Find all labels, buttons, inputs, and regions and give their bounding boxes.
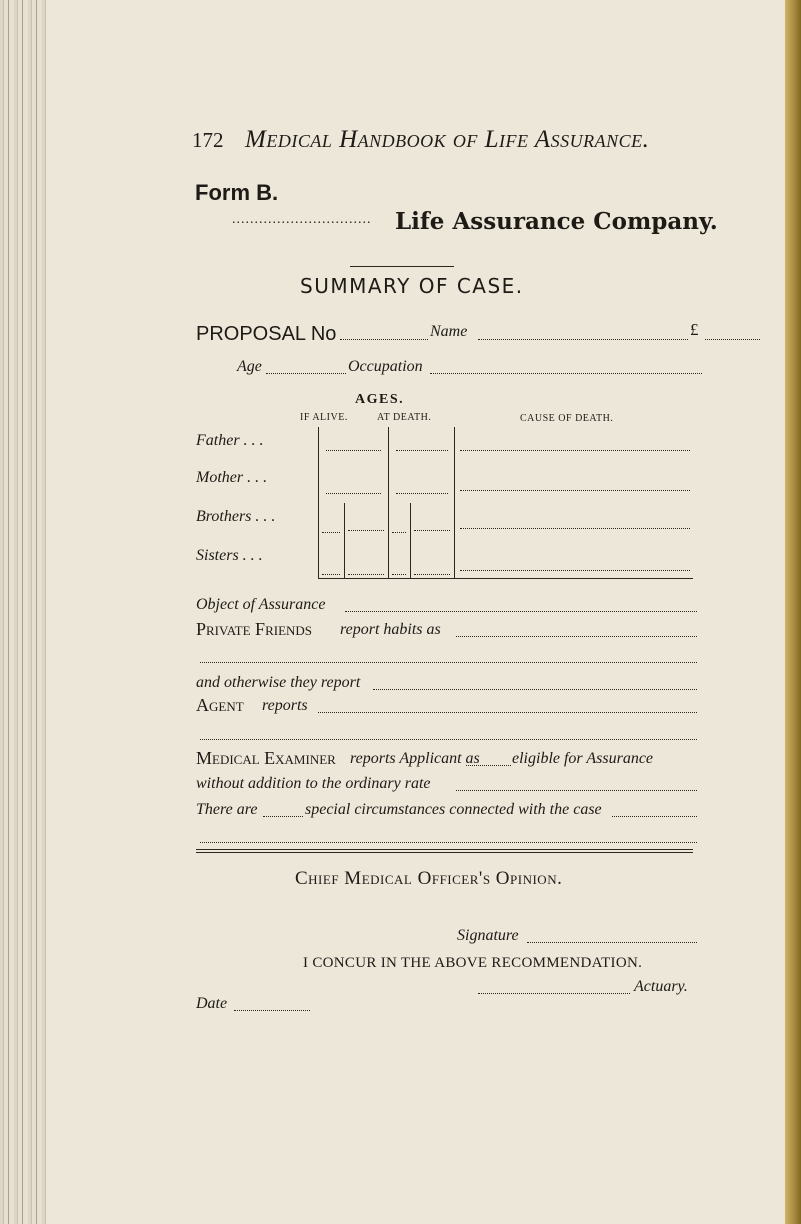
occupation-field[interactable] [430,373,702,374]
private-friends-label: Private Friends [196,619,313,639]
age-label: Age [237,358,262,375]
actuary-label: Actuary. [634,978,688,995]
table-line-1 [318,427,319,579]
habits-field[interactable] [456,636,697,637]
pound-sign: £ [690,320,699,339]
actuary-field[interactable] [478,993,630,994]
family-row-label: Sisters . . . [196,547,263,564]
sisters-death-field[interactable] [392,574,406,575]
age-field[interactable] [266,373,346,374]
name-field[interactable] [478,339,688,340]
mother-cause-field[interactable] [460,490,690,491]
running-title: Medical Handbook of Life Assurance. [245,126,650,153]
report-habits-label: report habits as [340,621,441,638]
father-cause-field[interactable] [460,450,690,451]
brothers-alive-field[interactable] [322,532,340,533]
agent-field[interactable] [318,712,697,713]
object-label: Object of Assurance [196,596,326,613]
page-edge [785,0,801,1224]
concur-text: I CONCUR IN THE ABOVE RECOMMENDATION. [303,955,643,971]
signature-label: Signature [457,927,519,944]
without-addition-field[interactable] [456,790,697,791]
date-label: Date [196,995,228,1012]
sisters-death-field[interactable] [414,574,450,575]
special-circumstances-field[interactable] [612,816,697,817]
sisters-cause-field[interactable] [460,570,690,571]
without-addition-label: without addition to the ordinary rate [196,775,431,792]
father-death-field[interactable] [396,450,448,451]
at-death-heading: AT DEATH. [377,412,432,423]
page-number: 172 [192,128,224,152]
table-line-5 [410,503,411,579]
family-row-label: Brothers . . . [196,508,276,525]
title-rule [350,266,454,267]
date-field[interactable] [234,1010,310,1011]
amount-field[interactable] [705,339,760,340]
special-circumstances-label: special circumstances connected with the case [305,801,602,818]
form-label: Form B. [195,180,279,205]
summary-title: SUMMARY OF CASE. [300,274,524,298]
family-row-label: Father . . . [196,432,264,449]
table-line-4 [344,503,345,579]
brothers-cause-field[interactable] [460,528,690,529]
special-continuation-field[interactable] [200,842,697,843]
brothers-death-field[interactable] [414,530,450,531]
company-name-dots: ............................... [232,212,372,227]
object-field[interactable] [345,611,697,612]
sisters-alive-field[interactable] [348,574,384,575]
occupation-label: Occupation [348,358,423,375]
signature-field[interactable] [527,942,697,943]
family-row-label: Mother . . . [196,469,268,486]
eligible-label: eligible for Assurance [512,750,654,767]
agent-reports-label: reports [262,697,308,714]
mother-death-field[interactable] [396,493,448,494]
page-binding [0,0,46,1224]
otherwise-report-label: and otherwise they report [196,674,361,691]
medical-examiner-label: Medical Examiner [196,748,336,768]
table-bottom-rule [318,578,693,579]
otherwise-field[interactable] [373,689,697,690]
agent-label: Agent [196,695,244,715]
agent-continuation-field[interactable] [200,739,697,740]
mother-alive-field[interactable] [326,493,381,494]
there-are-label: There are [196,801,258,818]
there-are-field[interactable] [263,816,303,817]
father-alive-field[interactable] [326,450,381,451]
company-name: Life Assurance Company. [395,208,718,235]
if-alive-heading: IF ALIVE. [300,412,348,423]
habits-continuation-field[interactable] [200,662,697,663]
table-line-2 [388,427,389,579]
proposal-no-label: PROPOSAL No [196,323,337,345]
ages-heading: AGES. [355,392,405,407]
opinion-heading: Chief Medical Officer's Opinion. [295,868,563,889]
cause-heading: CAUSE OF DEATH. [520,413,614,424]
sisters-alive-field[interactable] [322,574,340,575]
brothers-death-field[interactable] [392,532,406,533]
table-line-3 [454,427,455,579]
reports-applicant-label: reports Applicant as [350,750,480,767]
applicant-field[interactable] [466,765,511,766]
double-rule-top [196,849,693,850]
proposal-no-field[interactable] [340,339,428,340]
brothers-alive-field[interactable] [348,530,384,531]
name-label: Name [430,323,468,340]
double-rule-bottom [196,852,693,853]
